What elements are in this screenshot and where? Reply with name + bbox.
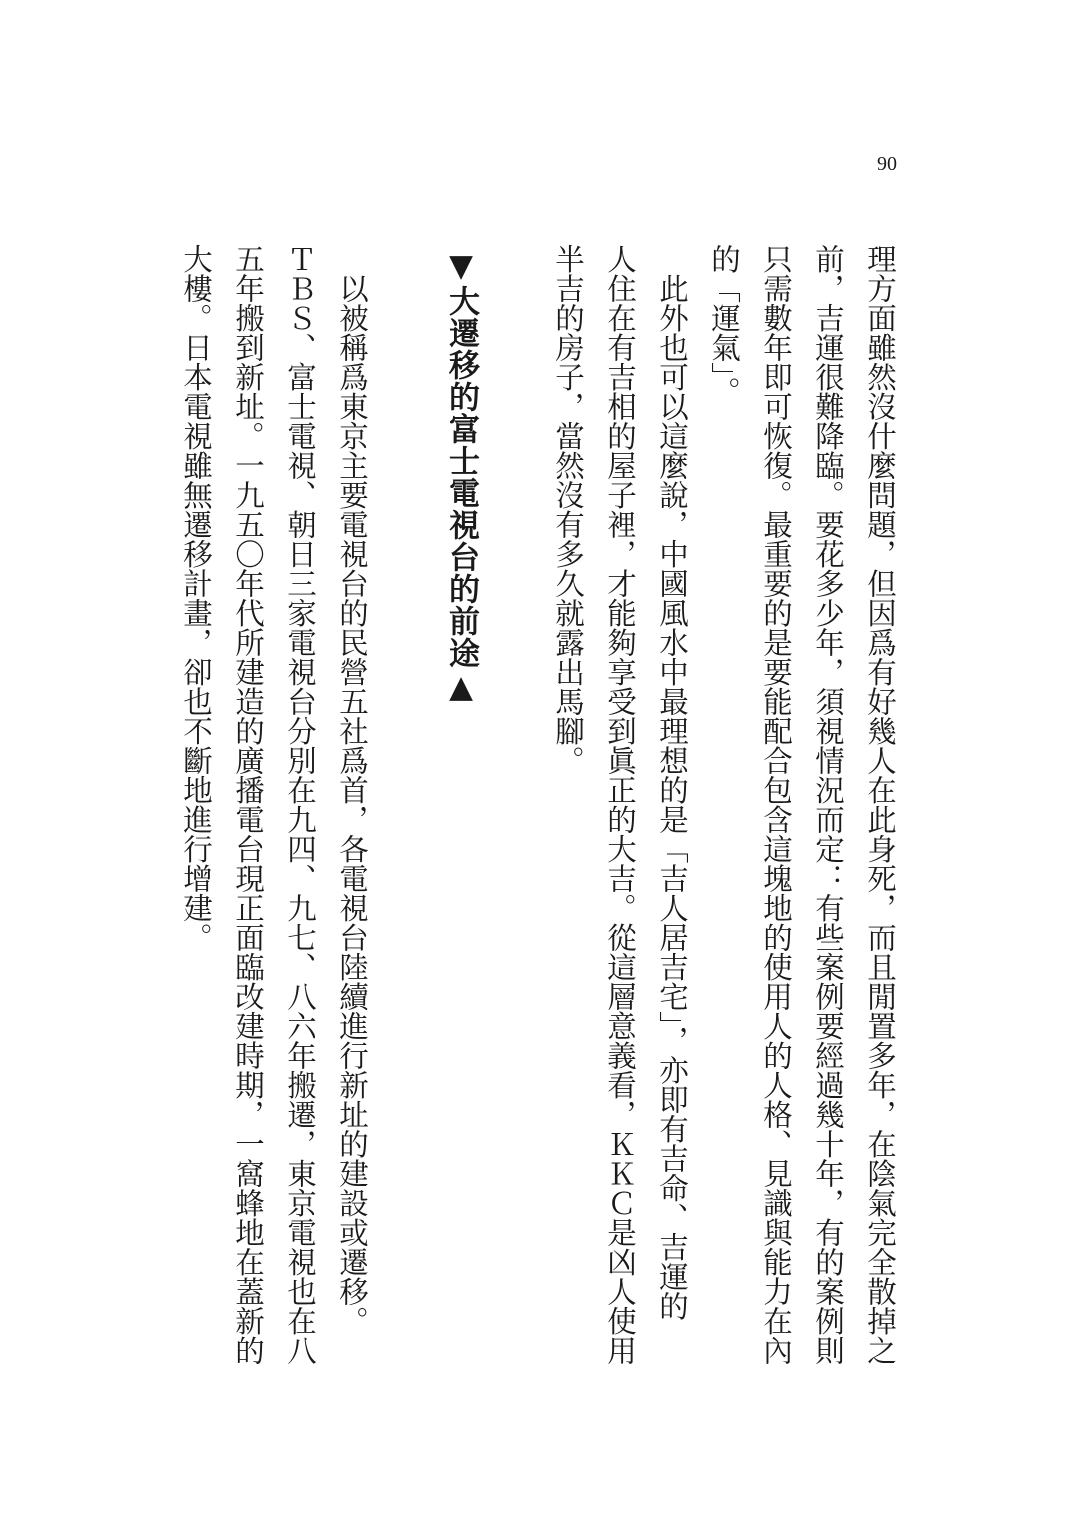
page-number: 90 [877, 153, 897, 175]
text-column: 理方面雖然沒什麼問題，但因爲有好幾人在此身死，而且閒置多年，在陰氣完全散掉之 [863, 244, 897, 1365]
text-column: ＴＢＳ、富士電視、朝日三家電視台分別在九四、九七、八六年搬遷，東京電視也在八 [283, 244, 317, 1365]
text-column: 人住在有吉相的屋子裡，才能夠享受到眞正的大吉。從這層意義看，ＫＫＣ是凶人使用 [603, 244, 637, 1365]
text-column: 的「運氣」。 [707, 244, 741, 407]
text-column: 以被稱爲東京主要電視台的民營五社爲首，各電視台陸續進行新址的建設或遷移。 [335, 244, 369, 1336]
text-column: 五年搬到新址。一九五〇年代所建造的廣播電台現正面臨改建時期，一窩蜂地在蓋新的 [231, 244, 265, 1365]
text-column: 半吉的房子，當然沒有多久就露出馬腳。 [551, 244, 585, 775]
text-column: 大樓。日本電視雖無遷移計畫，卻也不斷地進行增建。 [179, 244, 213, 952]
text-column: 只需數年即可恢復。最重要的是要能配合包含這塊地的使用人的人格、見識與能力在內 [759, 244, 793, 1365]
section-heading: ▼大遷移的富士電視台的前途▲ [443, 248, 479, 706]
text-column: 前，吉運很難降臨。要花多少年，須視情況而定：有些案例要經過幾十年，有的案例則 [811, 244, 845, 1365]
text-column: 此外也可以這麼說，中國風水中最理想的是「吉人居吉宅」，亦即有吉命、吉運的 [655, 244, 689, 1321]
